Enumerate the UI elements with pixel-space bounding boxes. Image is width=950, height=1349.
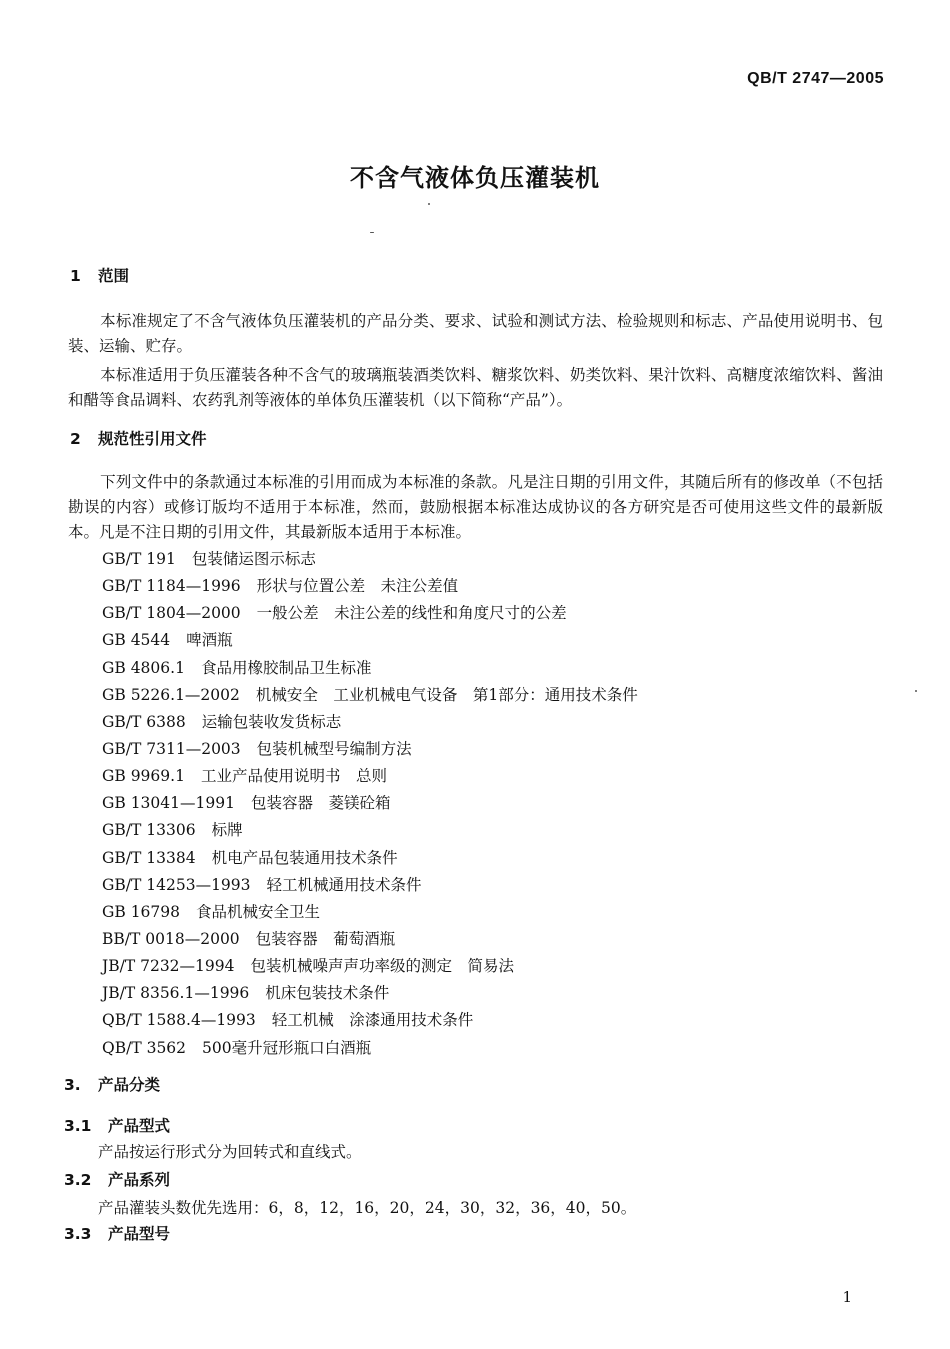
section-number: 1: [70, 267, 81, 285]
reference-code: GB/T 191: [102, 550, 176, 568]
document-title: 不含气液体负压灌装机: [350, 164, 600, 192]
section-number: 2: [70, 430, 81, 448]
reference-code: QB/T 1588.4—1993: [102, 1011, 256, 1030]
reference-title: 轻工机械通用技术条件: [266, 875, 422, 894]
reference-code: GB 4806.1: [102, 658, 185, 677]
subsection-title: 产品系列: [108, 1171, 171, 1189]
reference-title: 工业产品使用说明书 总则: [200, 767, 387, 786]
section-2-intro: [68, 470, 883, 545]
subsection-number: 3.3: [64, 1225, 92, 1243]
reference-code: GB/T 1184—1996: [102, 577, 241, 596]
reference-title: 包装机械噪声声功率级的测定 简易法: [250, 957, 514, 976]
subsection-3-2-heading: [64, 1168, 170, 1190]
reference-title: 形状与位置公差 未注公差值: [256, 577, 459, 596]
reference-title: 一般公差 未注公差的线性和角度尺寸的公差: [256, 604, 567, 623]
reference-title: 轻工机械 涂漆通用技术条件: [271, 1011, 474, 1030]
section-2-heading: [70, 427, 207, 449]
scan-speck: [370, 232, 374, 233]
reference-item: [102, 736, 638, 763]
subsection-title: 产品型号: [108, 1225, 171, 1243]
reference-code: GB 5226.1—2002: [102, 685, 240, 704]
reference-item: [102, 926, 638, 953]
reference-title: 500毫升冠形瓶口白酒瓶: [202, 1038, 372, 1057]
normative-references-list: [102, 546, 638, 1062]
reference-item: [102, 682, 638, 709]
reference-code: GB 9969.1: [102, 767, 185, 786]
reference-code: GB/T 13306: [102, 821, 196, 840]
scan-speck: [428, 203, 430, 205]
reference-code: QB/T 3562: [102, 1038, 187, 1057]
section-3-heading: [64, 1073, 160, 1095]
reference-item: [102, 953, 638, 980]
paragraph-text: 本标准适用于负压灌装各种不含气的玻璃瓶装酒类饮料、糖浆饮料、奶类饮料、果汁饮料、高糖度浓缩饮料、酱油和醋等食品调料、农药乳剂等液体的单体负压灌装机（以下简称“产品”）。: [68, 366, 883, 409]
scan-speck: [915, 690, 917, 692]
reference-title: 标牌: [211, 821, 243, 840]
reference-item: [102, 872, 638, 899]
reference-title: 食品用橡胶制品卫生标准: [200, 658, 372, 677]
section-title: 范围: [98, 267, 130, 285]
paragraph-text: 本标准规定了不含气液体负压灌装机的产品分类、要求、试验和测试方法、检验规则和标志、产品使用说明书、包装、运输、贮存。: [68, 312, 883, 355]
reference-code: GB/T 14253—1993: [102, 875, 251, 894]
section-title: 规范性引用文件: [98, 430, 207, 448]
reference-item: [102, 763, 638, 790]
reference-item: [102, 709, 638, 736]
section-1-paragraph-1: [68, 309, 883, 359]
reference-item: [102, 655, 638, 682]
reference-item: [102, 817, 638, 844]
reference-title: 包装容器 葡萄酒瓶: [255, 929, 396, 948]
reference-title: 啤酒瓶: [186, 631, 233, 650]
subsection-number: 3.2: [64, 1171, 92, 1189]
reference-code: GB/T 1804—2000: [102, 604, 241, 623]
reference-title: 机电产品包装通用技术条件: [211, 848, 398, 867]
reference-title: 包装储运图示标志: [191, 550, 316, 568]
reference-code: JB/T 8356.1—1996: [102, 984, 250, 1003]
reference-item: [102, 899, 638, 926]
reference-item: [102, 573, 638, 600]
reference-title: 食品机械安全卫生: [196, 902, 321, 921]
section-1-heading: [70, 264, 129, 286]
reference-title: 包装机械型号编制方法: [256, 739, 412, 758]
subsection-3-1-heading: [64, 1114, 170, 1136]
reference-item: [102, 980, 638, 1007]
page-number: 1: [842, 1288, 852, 1306]
section-1-paragraph-2: [68, 363, 883, 413]
reference-item: [102, 627, 638, 654]
reference-item: [102, 845, 638, 872]
subsection-title: 产品型式: [108, 1117, 171, 1135]
reference-title: 运输包装收发货标志: [201, 712, 342, 731]
subsection-3-2-text: 产品灌装头数优先选用：6，8，12，16，20，24，30，32，36，40，50。: [98, 1199, 637, 1217]
reference-title: 机械安全 工业机械电气设备 第1部分：通用技术条件: [255, 685, 638, 704]
reference-item: [102, 790, 638, 817]
reference-item: [102, 600, 638, 627]
reference-code: GB 13041—1991: [102, 794, 235, 813]
standard-code: QB/T 2747—2005: [747, 70, 884, 87]
reference-code: GB/T 13384: [102, 848, 196, 867]
reference-item: [102, 1007, 638, 1034]
reference-item: [102, 1035, 638, 1062]
section-number: 3.: [64, 1076, 81, 1094]
paragraph-text: 下列文件中的条款通过本标准的引用而成为本标准的条款。凡是注日期的引用文件，其随后所有的修改单（不包括勘误的内容）或修订版均不适用于本标准，然而，鼓励根据本标准达成协议的各方研究是否可使用这些文件的最新版本。凡是不注日期的引用文件，其最新版本适用于本标准。: [68, 473, 883, 541]
reference-item: [102, 546, 638, 573]
reference-title: 包装容器 菱镁砼箱: [250, 794, 391, 813]
reference-code: GB 4544: [102, 631, 171, 650]
reference-code: JB/T 7232—1994: [102, 957, 235, 976]
subsection-3-1-text: 产品按运行形式分为回转式和直线式。: [98, 1143, 362, 1161]
section-title: 产品分类: [98, 1076, 161, 1094]
reference-title: 机床包装技术条件: [265, 984, 390, 1003]
reference-code: BB/T 0018—2000: [102, 929, 240, 948]
reference-code: GB/T 7311—2003: [102, 739, 241, 758]
subsection-number: 3.1: [64, 1117, 92, 1135]
reference-code: GB 16798: [102, 902, 181, 921]
reference-code: GB/T 6388: [102, 712, 186, 731]
subsection-3-3-heading: [64, 1222, 170, 1244]
